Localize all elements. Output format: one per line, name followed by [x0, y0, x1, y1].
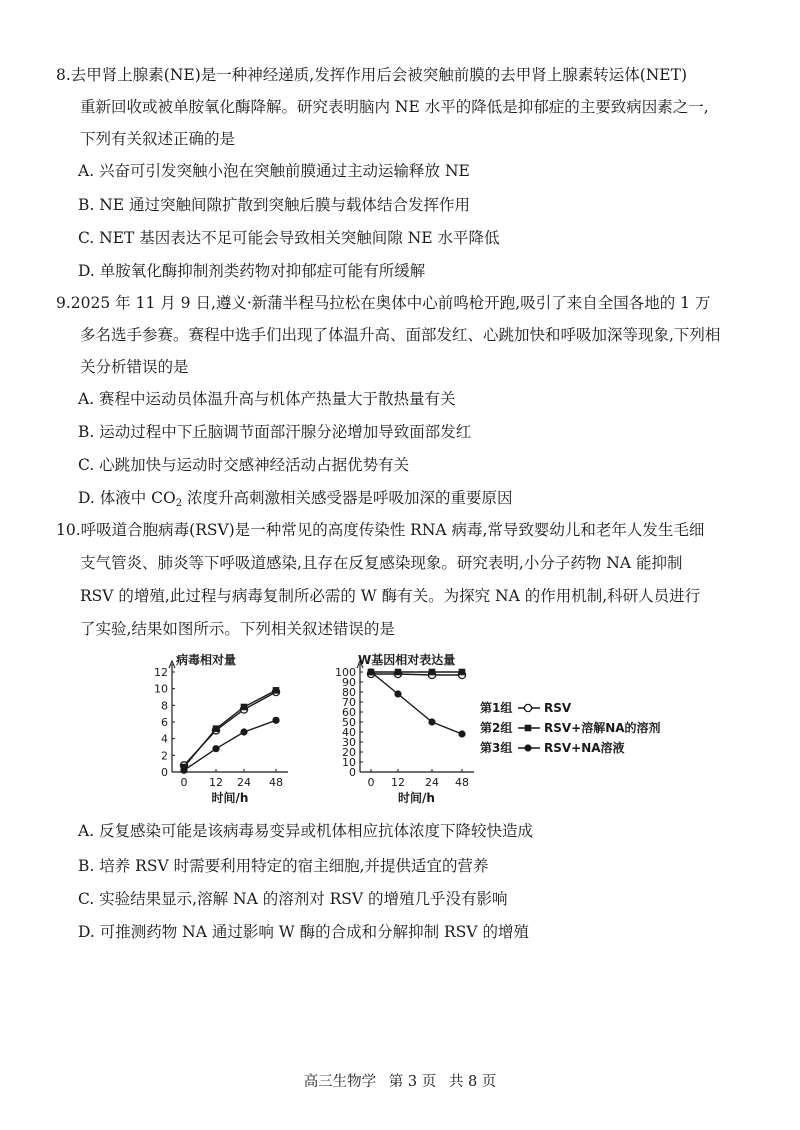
- legend-label-3: RSV+NA溶液: [544, 741, 625, 755]
- chart2-y-tick-label: 30: [342, 736, 356, 749]
- chart1-y-tick-label: 4: [161, 732, 168, 746]
- chart2-y-tick-label: 60: [342, 706, 356, 719]
- chart1-y-tick-label: 6: [161, 716, 168, 729]
- q8-stem-line-3: 下列有关叙述正确的是: [80, 130, 236, 148]
- chart2-y-tick-label: 70: [342, 696, 356, 709]
- chart1-series-2-point: [241, 704, 248, 711]
- q9-stem-line-2: 多名选手参赛。赛程中选手们出现了体温升高、面部发红、心跳加快和呼吸加深等现象,下列相: [80, 326, 721, 344]
- chart1-y-tick-label: 0: [161, 766, 168, 779]
- chart1-x-tick-label: 48: [269, 776, 283, 789]
- chart2-series-line-1: [371, 674, 462, 675]
- chart1-series-3-point: [240, 728, 247, 735]
- chart1-y-tick-label: 12: [154, 666, 168, 679]
- legend-group-3: 第3组: [480, 741, 513, 755]
- legend-group-2: 第2组: [480, 721, 513, 735]
- legend-marker-1: [524, 704, 531, 711]
- q10-option-b: B. 培养 RSV 时需要利用特定的宿主细胞,并提供适宜的营养: [78, 857, 489, 875]
- chart2-series-line-3: [371, 672, 462, 734]
- chart1-y-tick-label: 8: [161, 699, 168, 713]
- q10-stem-line-1: 10.呼吸道合胞病毒(RSV)是一种常见的高度传染性 RNA 病毒,常导致婴幼儿和老年人发生毛细: [56, 521, 705, 539]
- q9-stem-line-3: 关分析错误的是: [80, 358, 189, 376]
- chart2-y-tick-label: 10: [342, 756, 356, 769]
- chart2-series-2-point: [459, 669, 466, 676]
- q10-option-a: A. 反复感染可能是该病毒易变异或机体相应抗体浓度下降较快造成: [78, 822, 534, 840]
- footer-page: 第 3 页: [388, 1074, 437, 1090]
- q8-option-d: D. 单胺氧化酶抑制剂类药物对抑郁症可能有所缓解: [78, 262, 426, 280]
- chart2-x-tick-label: 0: [367, 776, 375, 789]
- chart2-y-tick-label: 0: [349, 766, 356, 779]
- chart1-series-3-point: [180, 767, 187, 774]
- q8-option-b: B. NE 通过突触间隙扩散到突触后膜与载体结合发挥作用: [78, 196, 471, 214]
- chart2-y-tick-label: 80: [342, 686, 356, 699]
- footer-subject: 高三生物学: [303, 1074, 377, 1090]
- chart2-x-axis-label: 时间/h: [398, 791, 435, 805]
- legend-label-2: RSV+溶解NA的溶剂: [544, 721, 661, 735]
- chart2-x-tick-label: 48: [455, 776, 469, 789]
- q9-option-b: B. 运动过程中下丘脑调节面部汗腺分泌增加导致面部发红: [78, 423, 472, 441]
- legend-marker-3: [524, 744, 531, 751]
- q9-option-c: C. 心跳加快与运动时交感神经活动占据优势有关: [78, 456, 410, 474]
- chart1-series-3-point: [212, 745, 219, 752]
- q9-option-d-pre: D. 体液中 CO: [78, 489, 176, 507]
- chart1-series-2-point: [273, 687, 280, 694]
- q10-stem-line-4: 了实验,结果如图所示。下列相关叙述错误的是: [80, 620, 395, 638]
- q9-option-d-post: 浓度升高刺激相关感受器是呼吸加深的重要原因: [182, 489, 513, 507]
- chart2-x-tick-label: 24: [425, 776, 439, 789]
- chart2-series-2-point: [429, 669, 436, 676]
- chart1-x-tick-label: 0: [180, 776, 188, 789]
- q9-option-a: A. 赛程中运动员体温升高与机体产热量大于散热量有关: [78, 390, 456, 408]
- footer-total: 共 8 页: [448, 1074, 497, 1090]
- q8-option-c: C. NET 基因表达不足可能会导致相关突触间隙 NE 水平降低: [78, 229, 500, 247]
- chart2-y-tick-label: 100: [335, 666, 356, 679]
- experiment-charts: [140, 650, 680, 810]
- chart2-series-2-point: [395, 669, 402, 676]
- chart2-x-tick-label: 12: [391, 776, 405, 789]
- legend-group-1: 第1组: [480, 701, 513, 715]
- chart2-series-3-point: [428, 718, 435, 725]
- chart2-series-3-point: [458, 730, 465, 737]
- chart2-y-tick-label: 90: [342, 676, 356, 689]
- chart2-y-tick-label: 20: [342, 746, 356, 759]
- chart1-y-tick-label: 10: [154, 682, 168, 696]
- chart1-series-3-point: [272, 717, 279, 724]
- chart1-title: 病毒相对量: [176, 653, 237, 667]
- q8-stem-line-2: 重新回收或被单胺氧化酶降解。研究表明脑内 NE 水平的降低是抑郁症的主要致病因素之一,: [80, 98, 709, 116]
- chart1-series-2-point: [213, 725, 220, 732]
- q8-option-a: A. 兴奋可引发突触小泡在突触前膜通过主动运输释放 NE: [78, 162, 470, 180]
- q9-option-d: [78, 487, 513, 515]
- chart1-y-tick-label: 2: [161, 749, 168, 763]
- q9-option-d-subscript: 2: [175, 498, 183, 509]
- chart2-y-tick-label: 50: [342, 716, 356, 729]
- q10-option-d: D. 可推测药物 NA 通过影响 W 酶的合成和分解抑制 RSV 的增殖: [78, 923, 529, 941]
- legend-label-1: RSV: [544, 701, 572, 715]
- chart1-x-axis-label: 时间/h: [211, 791, 249, 805]
- q8-stem-line-1: 8.去甲肾上腺素(NE)是一种神经递质,发挥作用后会被突触前膜的去甲肾上腺素转运体(NET): [56, 66, 687, 84]
- chart1-series-line-2: [184, 690, 276, 767]
- q10-stem-line-2: 支气管炎、肺炎等下呼吸道感染,且存在反复感染现象。研究表明,小分子药物 NA 能抑制: [80, 554, 683, 572]
- legend-marker-2: [525, 725, 532, 732]
- chart2-series-3-point: [394, 690, 401, 697]
- page-footer: [0, 1070, 800, 1091]
- q10-option-c: C. 实验结果显示,溶解 NA 的溶剂对 RSV 的增殖几乎没有影响: [78, 890, 508, 908]
- q9-stem-line-1: 9.2025 年 11 月 9 日,遵义·新蒲半程马拉松在奥体中心前鸣枪开跑,吸引了来自全国各地的 1 万: [56, 294, 711, 312]
- chart1-series-line-3: [184, 720, 276, 770]
- q10-stem-line-3: RSV 的增殖,此过程与病毒复制所必需的 W 酶有关。为探究 NA 的作用机制,科研人员进行: [80, 587, 701, 605]
- chart1-x-tick-label: 24: [237, 776, 251, 789]
- chart2-y-tick-label: 40: [342, 726, 356, 739]
- chart2-title: W基因相对表达量: [358, 653, 456, 667]
- chart2-series-3-point: [367, 668, 374, 675]
- chart1-series-line-1: [184, 692, 276, 765]
- chart1-x-tick-label: 12: [209, 776, 223, 789]
